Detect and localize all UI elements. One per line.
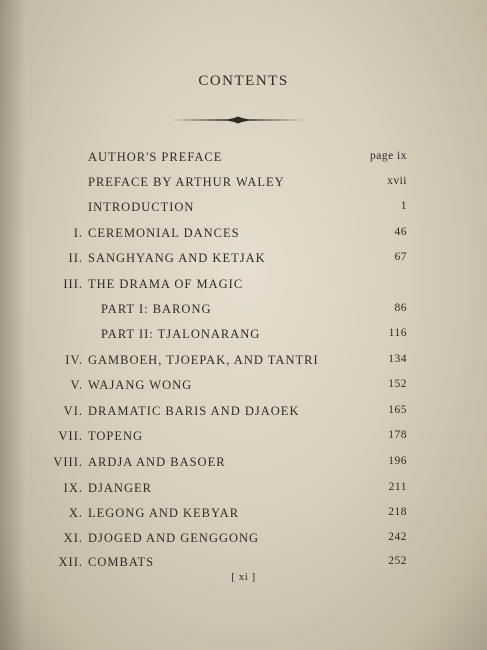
entry-title: INTRODUCTION xyxy=(88,200,195,214)
entry-title: SANGHYANG AND KETJAK xyxy=(88,251,266,265)
entry-page: 86 xyxy=(394,302,407,314)
page-gutter-shadow xyxy=(0,0,26,650)
chapter-number: I. xyxy=(73,226,83,240)
toc-entry xyxy=(0,429,487,449)
entry-page: 242 xyxy=(388,531,407,543)
toc-entry xyxy=(0,481,487,501)
entry-title: LEGONG AND KEBYAR xyxy=(88,506,240,520)
entry-page: 67 xyxy=(394,251,407,263)
page-folio: [ xi ] xyxy=(231,571,256,583)
entry-page: 152 xyxy=(388,378,407,390)
toc-entry xyxy=(0,150,487,170)
entry-page: page ix xyxy=(369,150,407,162)
entry-title: TOPENG xyxy=(88,429,144,443)
toc-entry xyxy=(0,200,487,220)
entry-page: 252 xyxy=(388,555,407,567)
chapter-number: IX. xyxy=(63,481,83,495)
chapter-number: X. xyxy=(68,506,83,520)
toc-entry xyxy=(0,302,487,322)
toc-entry xyxy=(0,226,487,246)
entry-page: 196 xyxy=(388,455,407,467)
chapter-number: VIII. xyxy=(53,455,83,469)
entry-title: ARDJA AND BASOER xyxy=(88,455,226,469)
entry-page: 116 xyxy=(388,327,407,339)
chapter-number: VII. xyxy=(58,429,83,443)
entry-page: 165 xyxy=(388,404,407,416)
entry-page: xvii xyxy=(387,175,407,187)
entry-title: COMBATS xyxy=(88,555,155,569)
entry-title: PART I: BARONG xyxy=(101,302,212,316)
entry-title: DJANGER xyxy=(88,481,152,495)
toc-entry xyxy=(0,277,487,297)
chapter-number: XI. xyxy=(63,531,83,545)
entry-title: PREFACE BY ARTHUR WALEY xyxy=(88,175,285,189)
entry-title: DRAMATIC BARIS AND DJAOEK xyxy=(88,404,300,418)
chapter-number: VI. xyxy=(63,404,83,418)
ornament-rule-icon xyxy=(168,113,308,127)
toc-entry xyxy=(0,531,487,551)
chapter-number: V. xyxy=(70,378,83,392)
chapter-number: XII. xyxy=(58,555,83,569)
toc-entry xyxy=(0,175,487,195)
chapter-number: II. xyxy=(68,251,83,265)
entry-title: WAJANG WONG xyxy=(88,378,193,392)
entry-title: CEREMONIAL DANCES xyxy=(88,226,240,240)
entry-page: 1 xyxy=(400,200,407,212)
entry-page: 211 xyxy=(388,481,407,493)
toc-entry xyxy=(0,251,487,271)
entry-title: DJOGED AND GENGGONG xyxy=(88,531,260,545)
entry-page: 218 xyxy=(388,506,407,518)
toc-entry xyxy=(0,353,487,373)
chapter-number: III. xyxy=(63,277,83,291)
entry-page: 178 xyxy=(388,429,407,441)
entry-title: PART II: TJALONARANG xyxy=(101,327,261,341)
entry-title: GAMBOEH, TJOEPAK, AND TANTRI xyxy=(88,353,319,367)
toc-entry xyxy=(0,455,487,475)
show-through-text xyxy=(150,12,470,122)
entry-page: 134 xyxy=(388,353,407,365)
entry-page: 46 xyxy=(394,226,407,238)
entry-title: THE DRAMA OF MAGIC xyxy=(88,277,244,291)
chapter-number: IV. xyxy=(65,353,83,367)
toc-entry xyxy=(0,378,487,398)
toc-entry xyxy=(0,404,487,424)
toc-entry xyxy=(0,327,487,347)
entry-title: AUTHOR'S PREFACE xyxy=(88,150,223,164)
contents-heading: CONTENTS xyxy=(198,73,289,89)
toc-entry xyxy=(0,506,487,526)
